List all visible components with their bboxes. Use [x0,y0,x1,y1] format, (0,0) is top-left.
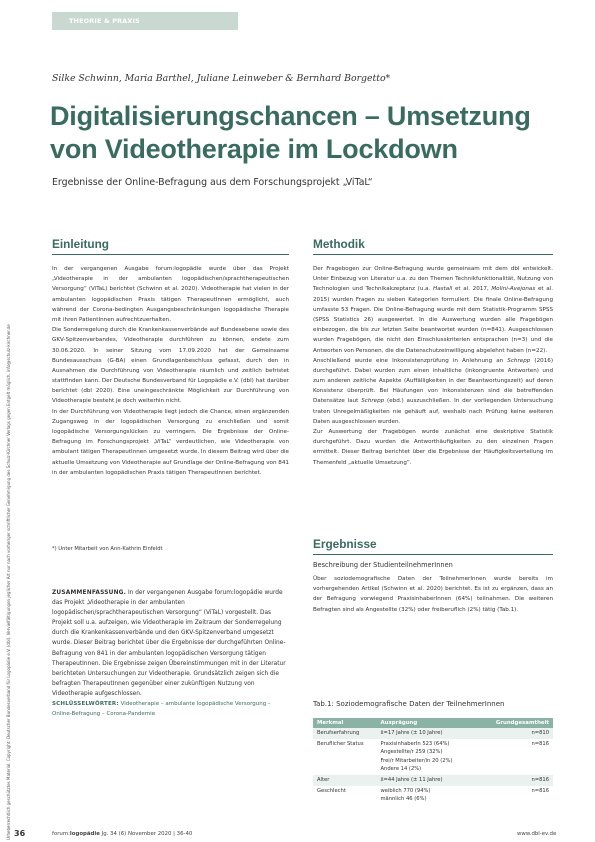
citation-schrepp-1: Schrepp [507,357,531,364]
authors-line: Silke Schwinn, Maria Barthel, Juliane Leinweber & Bernhard Borgetto* [52,73,391,84]
heading-methodik: Methodik [313,237,365,251]
methodik-p2-text-b: (2016) durchgeführt. Dabei wurden zum einen inhaltliche (inkongruente Antworten) und zum anderen zeitliche Aspekte (Auffälligkeiten in der Beantwortungszeit) auf deren Konsistenz überprüft. Bei Häufungen von Inkonsistenzen sind die betreffenden Datensätze laut [313,357,553,405]
citation-molini-avejonas: Molini-Avejonas [491,286,536,293]
methodik-p2-text-c: (ebd.) auszuschließen. In der vorliegenden Untersuchung traten Unregelmäßigkeiten nie gehäuft auf, weshalb nach Prüfung keine weiteren Daten ausgeschlossen wurden. [313,398,553,425]
methodik-p1-text-a: Der Fragebogen zur Online-Befragung wurde gemeinsam mit dem dbl entwickelt. Unter Einbezug von Literatur u.a. zu den Themen Technikfunktionalität, Nutzung von Technologien und Technikakzeptanz (u.a. [313,266,553,293]
ergebnisse-body [313,574,553,615]
table-cell-total: n=816 [492,775,553,786]
citation-hastall: Hastall [433,286,453,293]
footnote: *) Unter Mitarbeit von Ann-Kathrin Einfeldt [52,546,163,552]
table-cell-merkmal: Alter [313,775,376,786]
methodik-paragraph-3: Zur Auswertung der Fragebögen wurde zunächst eine deskriptive Statistik durchgeführt. Dazu wurden die Antworthäufigkeiten zu den einzelnen Fragen ermittelt. Dieser Beitrag berichtet über die Ergebnisse der Häufigkeitsverteilung im Themenfeld „aktuelle Umsetzung“. [313,429,553,466]
title-line-1: Digitalisierungschancen – Umsetzung [50,101,531,131]
table-cell-merkmal: Geschlecht [317,787,346,794]
article-title [50,100,570,166]
journal-citation [52,831,192,837]
methodik-body [313,264,553,468]
table-header-grundgesamtheit: Grundgesamtheit [492,718,553,728]
table-cell-merkmal: Berufserfahrung [313,728,376,739]
section-rubric: THEORIE & PRAXIS [52,12,238,30]
heading-rule-einleitung [52,254,289,255]
table-row [313,786,553,805]
einleitung-paragraph-2: Die Sonderregelung durch die Krankenkassenverbände auf Bundesebene sowie des GKV-Spitzenverbandes, Videotherapie durchführen zu können, endete zum 30.06.2020. In seiner Sitzung vom 17.09.2020 hat der Gemeinsame Bundesausschuss (G-BA) einen Grundlagenbeschluss gefasst, durch den in Ausnahmen die Durchführung von Videotherapie räumlich und zeitlich befristet stattfinden kann. Der Deutsche Bundesverband für Logopädie e.V. (dbl) hat darüber berichtet (dbl 2020). Eine uneingeschränkte Möglichkeit zur Durchführung von Videotherapie besteht je doch weiterhin nicht. [52,327,289,405]
journal-brand-name: logopädie [69,831,100,837]
page-number: 36 [14,829,26,838]
einleitung-body [52,264,289,478]
title-line-2: von Videotherapie im Lockdown [50,134,458,164]
keywords-label: SCHLÜSSELWÖRTER: [52,701,119,708]
table-cell-total: n=816 [531,740,549,747]
methodik-paragraph-2 [313,356,553,427]
citation-schrepp-2: Schrepp [361,398,385,405]
methodik-p1-text-b: et al. 2017, [452,286,492,293]
table-cell-auspraegung: x̄=17 Jahre (± 10 Jahre) [376,728,491,739]
table-row [313,728,553,739]
abstract-label: ZUSAMMENFASSUNG. [52,590,127,596]
table-row [313,775,553,786]
table-cell-auspraegung: x̄=44 Jahre (± 11 Jahre) [376,775,491,786]
table-header-auspraegung: Ausprägung [376,718,491,728]
copyright-side-note: Urheberrechtlich geschütztes Material. Copyright: Deutscher Bundesverband für Logopädie e.V. (dbl). Vervielfältigungen jeglicher Art nur nach vorheriger schriftlicher Genehmigung des Schulz-Kirchner Verlags gegen Entgelt möglich. info@schulz-kirchner.de [6,324,11,840]
einleitung-paragraph-1: In der vergangenen Ausgabe forum:logopädie wurde über das Projekt „Videotherapie in der ambulanten logopädischen/sprachtherapeutischen Versorgung“ (ViTaL) berichtet (Schwinn et al. 2020). Videotherapie hat vielen in der ambulanten logopädischen Praxis tätigen TherapeutInnen ermöglicht, auch während der Corona-bedingten Ausgangsbeschränkungen logopädische Therapie mit ihren PatientInnen aufrechtzuerhalten. [52,266,289,323]
table-cell-auspraegung: PraxisinhaberIn 523 (64%) Angestellte/r 259 (32%) Frei/r Mitarbeiter/in 20 (2%) Andere 14 (2%) [380,740,453,773]
table-cell-merkmal: Beruflicher Status [317,740,364,747]
table-cell-total: n=810 [492,728,553,739]
keywords-text: Videotherapie – ambulante logopädische Versorgung – Online-Befragung – Corona-Pandemie [52,701,271,718]
methodik-p2-text-a: Anschließend wurde eine Inkonsistenzprüfung in Anlehnung an [313,357,508,364]
abstract [52,588,290,719]
einleitung-paragraph-3: In der Durchführung von Videotherapie liegt jedoch die Chance, einen ergänzenden Zugangsweg in der logopädischen Versorgung zu erschließen und somit logopädische Versorgungslücken zu verringern. Die Ergebnisse der Online-Befragung im Forschungsprojekt „ViTaL“ verdeutlichen, wie Videotherapie von ambulant tätigen TherapeutInnen umgesetzt wurde. In diesem Beitrag wird über die aktuelle Umsetzung von Videotherapie auf Grundlage der Online-Befragung von 841 in der ambulanten logopädischen Praxis tätigen TherapeutInnen berichtet. [52,408,289,476]
footer-url: www.dbl-ev.de [517,831,557,837]
heading-rule-ergebnisse [313,554,553,555]
heading-rule-methodik [313,254,553,255]
abstract-text: In der vergangenen Ausgabe forum:logopädie wurde das Projekt „Videotherapie in der ambulanten logopädischen/sprachtherapeutischen Versorgung“ (ViTaL) vorgestellt. Das Projekt soll u.a. aufzeigen, wie Videotherapie im Zeitraum der Sonderregelung durch die Krankenkassenverbände und den GKV-Spitzenverband umgesetzt wurde. Dieser Beitrag berichtet über die Ergebnisse der durchgeführten Online-Befragung von 841 in der ambulanten logopädischen Versorgung tätigen TherapeutInnen. Die Ergebnisse zeigen Übereinstimmungen mit in der Literatur berichteten Untersuchungen zur Videotherapie. Grundsätzlich zeigen sich die befragten TherapeutInnen gegenüber einer zukünftigen Nutzung von Videotherapie aufgeschlossen. [52,590,286,697]
table-cell-auspraegung: weiblich 770 (94%) männlich 46 (6%) [380,787,431,803]
table-row [313,739,553,775]
table-cell-total: n=816 [531,787,549,794]
heading-einleitung: Einleitung [52,237,110,251]
subheading-teilnehmer: Beschreibung der StudienteilnehmerInnen [313,561,453,569]
methodik-p1-text-c: et al. 2015) wurden Fragen zu sieben Kategorien formuliert. Die finale Online-Befragung umfasste 53 Fragen. Die Online-Befragung wurde mit dem Statistik-Programm SPSS (SPSS Statistics 26) ausgewertet. In die Auswertung wurden alle Fragebögen einbezogen, die bis zur letzten Seite beantwortet wurden (n=841). Ausgeschlossen wurden Fragebögen, die nicht den Einschlusskriterien entsprachen (n=3) und die Antworten von Personen, die die Datenschutzeinwilligung abgelehnt haben (n=22). [313,286,553,354]
ergebnisse-paragraph-1: Über soziodemografische Daten der TeilnehmerInnen wurde bereits im vorhergehenden Artikel (Schwinn et al. 2020) berichtet. Es ist zu ergänzen, dass an der Befragung vorwiegend PraxisinhaberInnen (64%) teilnahmen. Die weiteren Befragten sind als Angestellte (32%) oder freiberuflich (2%) tätig (Tab.1). [313,576,553,613]
heading-ergebnisse: Ergebnisse [313,537,377,551]
methodik-paragraph-1 [313,264,553,356]
demographics-table [313,718,553,805]
article-subtitle: Ergebnisse der Online-Befragung aus dem Forschungsprojekt „ViTaL“ [52,177,373,188]
journal-brand-prefix: forum: [52,831,70,837]
table-header-merkmal: Merkmal [313,718,376,728]
table-header-row [313,718,553,728]
table-title: Tab.1: Soziodemografische Daten der TeilnehmerInnen [313,700,505,708]
journal-issue: Jg. 34 (6) November 2020 | 36-40 [99,831,193,837]
